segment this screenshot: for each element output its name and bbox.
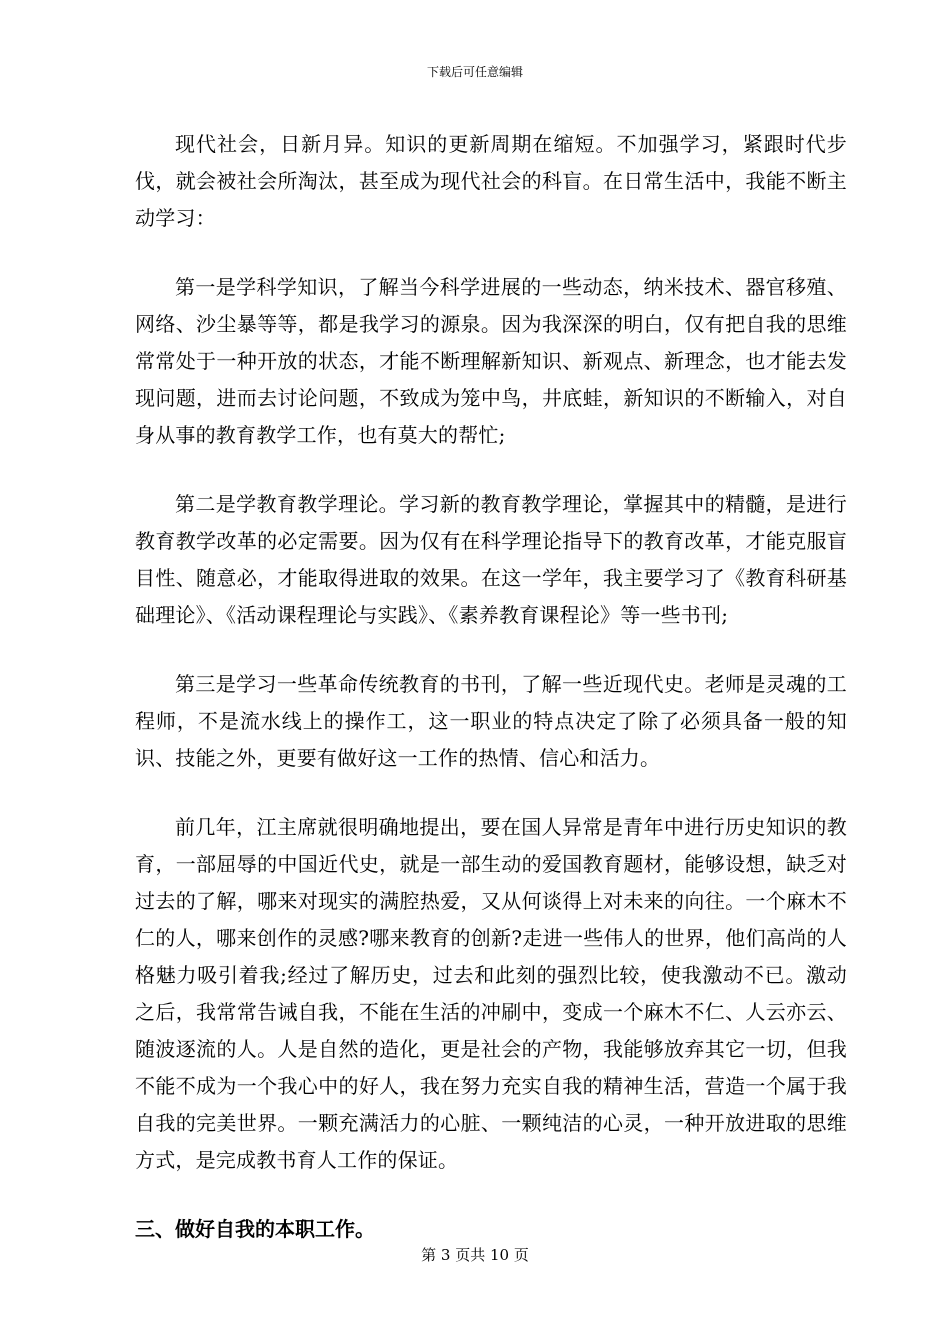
document-body: [135, 126, 847, 1248]
page-number: 第 3 页共 10 页: [421, 1246, 529, 1264]
section-heading: 三、做好自我的本职工作。: [135, 1217, 375, 1241]
paragraph-science-knowledge: 第一是学科学知识，了解当今科学进展的一些动态，纳米技术、器官移殖、网络、沙尘暴等等，都是我学习的源泉。因为我深深的明白，仅有把自我的思维常常处于一种开放的状态，才能不断理解新知识、新观点、新理念，也才能去发现问题，进而去讨论问题，不致成为笼中鸟，井底蛙，新知识的不断输入，对自身从事的教育教学工作，也有莫大的帮忙;: [135, 275, 847, 447]
paragraph-revolutionary-history: 第三是学习一些革命传统教育的书刊，了解一些近现代史。老师是灵魂的工程师，不是流水线上的操作工，这一职业的特点决定了除了必须具备一般的知识、技能之外，更要有做好这一工作的热情、信心和活力。: [135, 672, 847, 770]
paragraph-history-education: 前几年，江主席就很明确地提出，要在国人异常是青年中进行历史知识的教育，一部屈辱的中国近代史，就是一部生动的爱国教育题材，能够设想，缺乏对过去的了解，哪来对现实的满腔热爱，又从何谈得上对未来的向往。一个麻木不仁的人，哪来创作的灵感?哪来教育的创新?走进一些伟人的世界，他们高尚的人格魅力吸引着我;经过了解历史，过去和此刻的强烈比较，使我激动不已。激动之后，我常常告诫自我，不能在生活的冲刷中，变成一个麻木不仁、人云亦云、随波逐流的人。人是自然的造化，更是社会的产物，我能够放弃其它一切，但我不能不成为一个我心中的好人，我在努力充实自我的精神生活，营造一个属于我自我的完美世界。一颗充满活力的心脏、一颗纯洁的心灵，一种开放进取的思维方式，是完成教书育人工作的保证。: [135, 815, 847, 1172]
paragraph-education-theory: 第二是学教育教学理论。学习新的教育教学理论，掌握其中的精髓，是进行教育教学改革的必定需要。因为仅有在科学理论指导下的教育改革，才能克服盲目性、随意必，才能取得进取的效果。在这一学年，我主要学习了《教育科研基础理论》、《活动课程理论与实践》、《素养教育课程论》等一些书刊;: [135, 492, 847, 627]
paragraph-intro: 现代社会，日新月异。知识的更新周期在缩短。不加强学习，紧跟时代步伐，就会被社会所淘汰，甚至成为现代社会的科盲。在日常生活中，我能不断主动学习：: [135, 132, 847, 230]
page-header: 下载后可任意编辑: [426, 65, 523, 79]
